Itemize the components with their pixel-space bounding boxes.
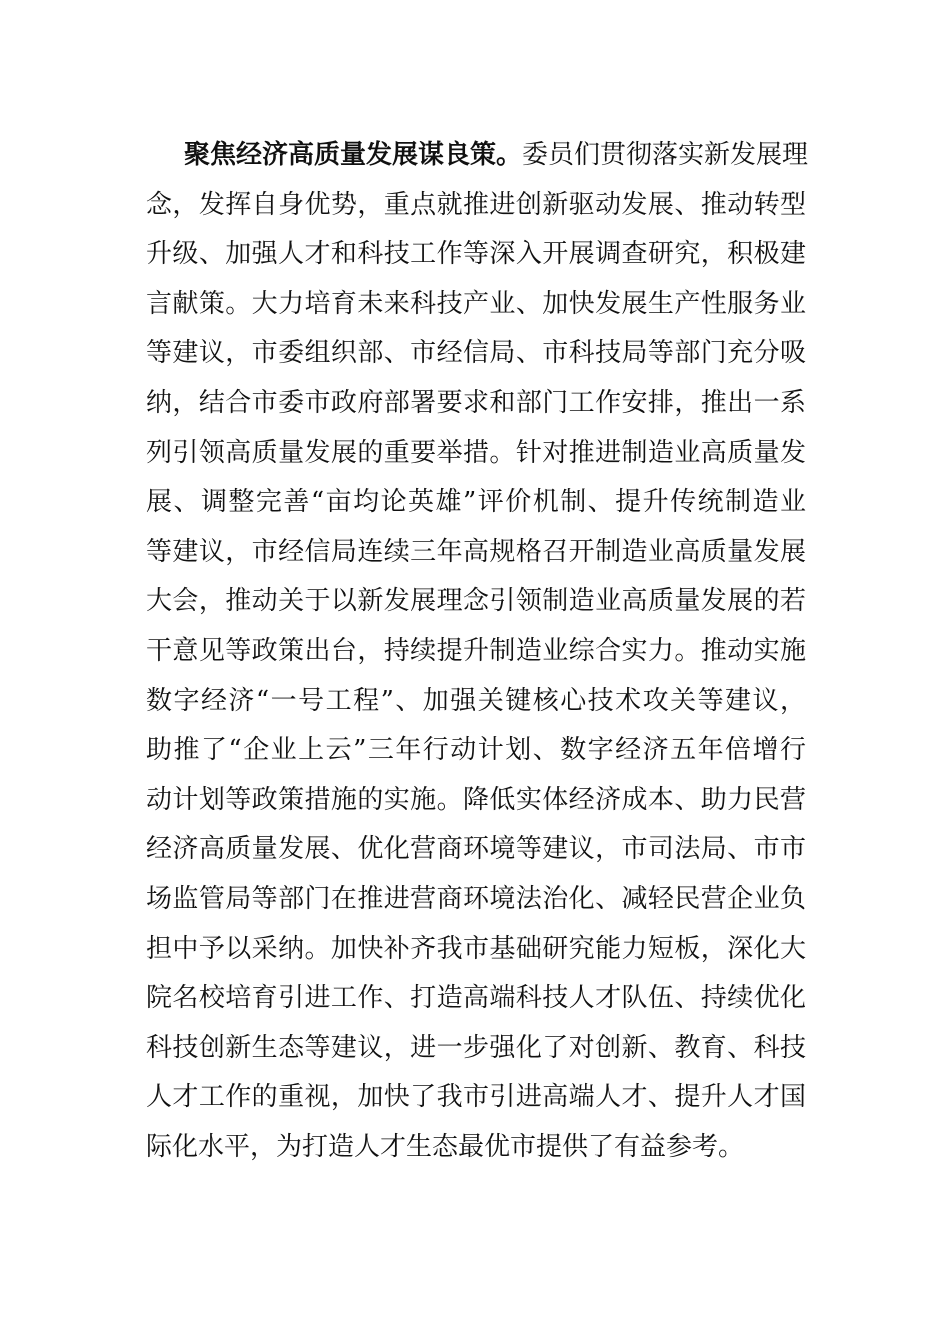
- paragraph-line-18: 院名校培育引进工作、打造高端科技人才队伍、持续优化: [146, 983, 806, 1014]
- paragraph-line-9: 等建议，市经信局连续三年高规格召开制造业高质量发展: [146, 536, 806, 567]
- paragraph-line-15: 经济高质量发展、优化营商环境等建议，市司法局、市市: [146, 834, 806, 865]
- paragraph-line-21: 际化水平，为打造人才生态最优市提供了有益参考。: [146, 1131, 745, 1162]
- paragraph-line-10: 大会，推动关于以新发展理念引领制造业高质量发展的若: [146, 586, 806, 617]
- paragraph-line-4: 言献策。大力培育未来科技产业、加快发展生产性服务业: [146, 288, 806, 319]
- paragraph-line-1: [146, 131, 809, 181]
- paragraph-line-14: 动计划等政策措施的实施。降低实体经济成本、助力民营: [146, 784, 806, 815]
- paragraph-line-19: 科技创新生态等建议，进一步强化了对创新、教育、科技: [146, 1032, 806, 1063]
- body-paragraph: [146, 131, 809, 1172]
- paragraph-heading: 聚焦经济高质量发展谋良策。: [184, 140, 523, 170]
- paragraph-line-16: 场监管局等部门在推进营商环境法治化、减轻民营企业负: [146, 883, 806, 914]
- paragraph-line-13: 助推了“企业上云”三年行动计划、数字经济五年倍增行: [146, 735, 806, 766]
- paragraph-line-17: 担中予以采纳。加快补齐我市基础研究能力短板，深化大: [146, 933, 806, 964]
- paragraph-line-11: 干意见等政策出台，持续提升制造业综合实力。推动实施: [146, 635, 806, 666]
- paragraph-line-5: 等建议，市委组织部、市经信局、市科技局等部门充分吸: [146, 338, 806, 369]
- line-text: 委员们贯彻落实新发展理: [522, 140, 809, 170]
- paragraph-line-2: 念，发挥自身优势，重点就推进创新驱动发展、推动转型: [146, 189, 806, 220]
- paragraph-line-12: 数字经济“一号工程”、加强关键核心技术攻关等建议，: [146, 685, 806, 716]
- paragraph-line-20: 人才工作的重视，加快了我市引进高端人才、提升人才国: [146, 1082, 806, 1113]
- paragraph-line-8: 展、调整完善“亩均论英雄”评价机制、提升传统制造业: [146, 487, 806, 518]
- paragraph-line-3: 升级、加强人才和科技工作等深入开展调查研究，积极建: [146, 239, 806, 270]
- paragraph-line-7: 列引领高质量发展的重要举措。针对推进制造业高质量发: [146, 437, 806, 468]
- paragraph-line-6: 纳，结合市委市政府部署要求和部门工作安排，推出一系: [146, 387, 806, 418]
